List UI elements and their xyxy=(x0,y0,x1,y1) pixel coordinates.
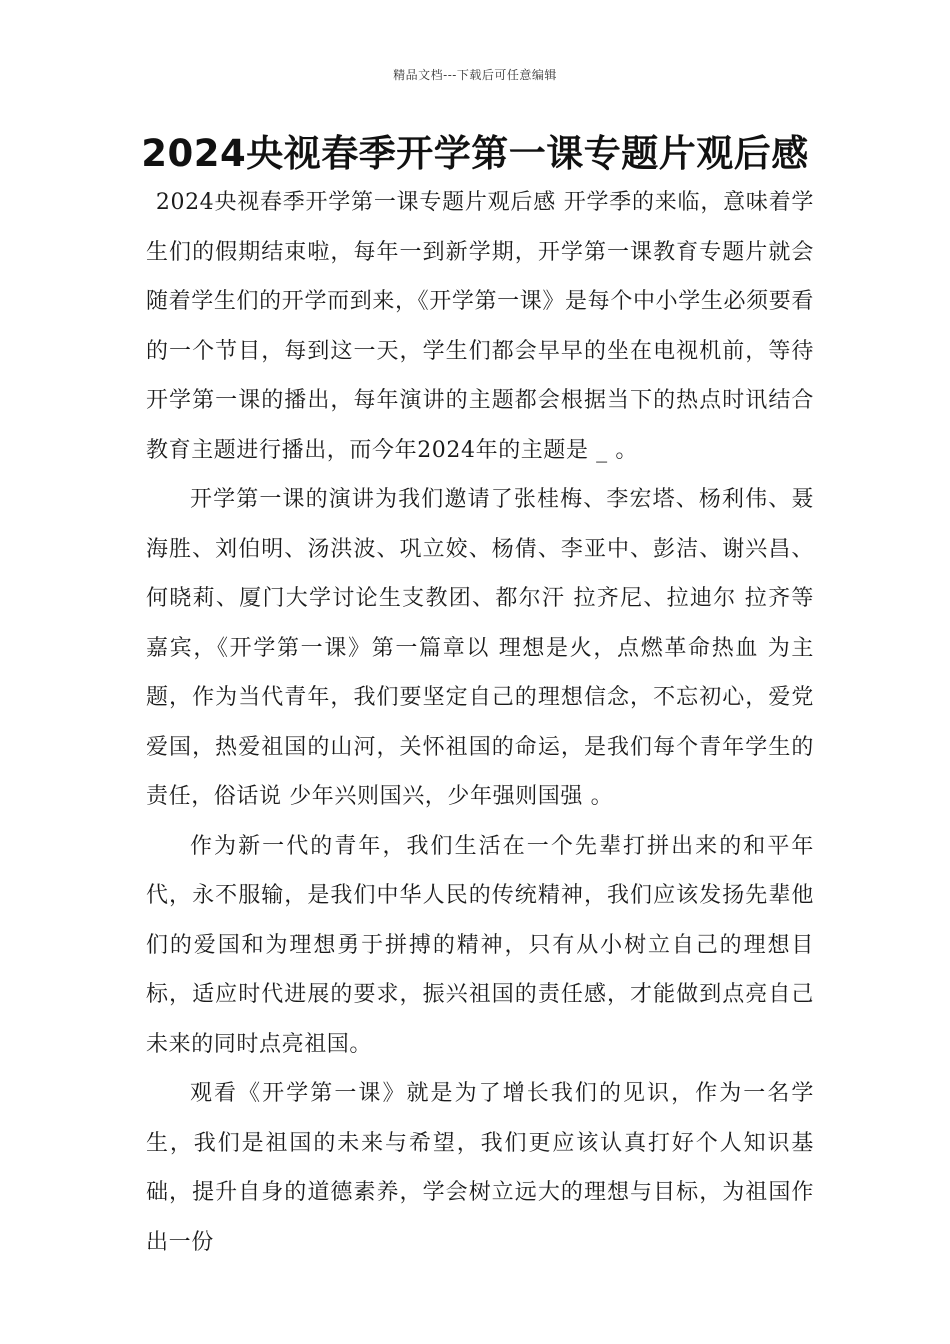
paragraph-new-generation: 作为新一代的青年，我们生活在一个先辈打拼出来的和平年代，永不服输，是我们中华人民的传统精神，我们应该发扬先辈他们的爱国和为理想勇于拼搏的精神，只有从小树立自己的理想目标，适应时代进展的要求，振兴祖国的责任感，才能做到点亮自己未来的同时点亮祖国。 xyxy=(146,833,814,1057)
page-header-note: 精品文档---下载后可任意编辑 xyxy=(393,68,557,82)
document-title: 2024央视春季开学第一课专题片观后感 xyxy=(141,132,809,175)
paragraph-watching: 观看《开学第一课》就是为了增长我们的见识，作为一名学生，我们是祖国的未来与希望，我们更应该认真打好个人知识基础，提升自身的道德素养，学会树立远大的理想与目标，为祖国作出一份 xyxy=(146,1081,814,1255)
document-body xyxy=(146,178,814,1267)
paragraph-guests: 开学第一课的演讲为我们邀请了张桂梅、李宏塔、杨利伟、聂海胜、刘伯明、汤洪波、巩立姣、杨倩、李亚中、彭洁、谢兴昌、何晓莉、厦门大学讨论生支教团、都尔汗 拉齐尼、拉迪尔 拉齐等嘉宾，《开学第一课》第一篇章以 理想是火，点燃革命热血 为主题，作为当代青年，我们要坚定自己的理想信念，不忘初心，爱党爱国，热爱祖国的山河，关怀祖国的命运，是我们每个青年学生的责任，俗话说 少年兴则国兴，少年强则国强 。 xyxy=(146,487,814,809)
paragraph-intro: 2024央视春季开学第一课专题片观后感 开学季的来临，意味着学生们的假期结束啦，每年一到新学期，开学第一课教育专题片就会随着学生们的开学而到来，《开学第一课》是每个中小学生必须要看的一个节目，每到这一天，学生们都会早早的坐在电视机前，等待开学第一课的播出，每年演讲的主题都会根据当下的热点时讯结合教育主题进行播出，而今年2024年的主题是 _ 。 xyxy=(146,190,814,463)
